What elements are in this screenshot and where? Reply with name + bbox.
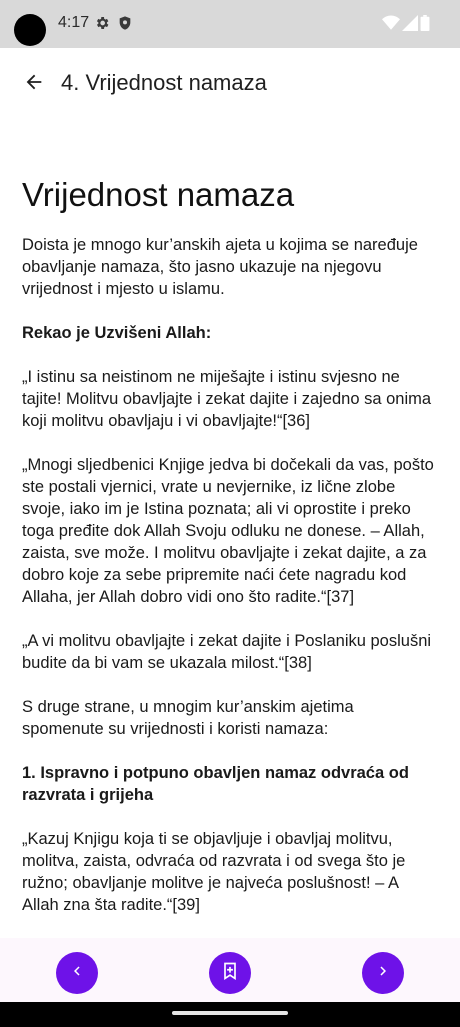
article-content [22,172,434,938]
previous-chapter-button[interactable] [56,952,98,994]
bookmark-add-icon [220,961,240,986]
paragraph: „Kazuj Knjigu koja ti se objavljuje i obavljaj molitvu, molitva, zaista, odvraća od razvrata i od svega što je ružno; obavljanje molitve je najveća poslušnost! – A Allah zna šta radite.“[39] [22,830,406,914]
paragraph-bold: Rekao je Uzvišeni Allah: [22,324,212,342]
paragraph-bold: 1. Ispravno i potpuno obavljen namaz odvraća od razvrata i grijeha [22,764,409,804]
back-button[interactable] [14,64,54,104]
home-handle[interactable] [172,1011,288,1015]
status-bar [0,0,460,48]
bookmark-button[interactable] [209,952,251,994]
bottom-navigation [0,938,460,1006]
arrow-left-icon [23,71,45,98]
article-heading: Vrijednost namaza [22,176,295,213]
paragraph: „I istinu sa neistinom ne miješajte i istinu svjesno ne tajite! Molitvu obavljajte i zekat dajite i zajedno sa onima koji molitvu obavljaju i vi obavljajte!“[36] [22,368,432,430]
camera-cutout [14,14,46,46]
app-bar [0,48,460,120]
signal-icon [402,15,418,36]
chevron-right-icon [374,962,392,985]
paragraph: „Mnogi sljedbenici Knjige jedva bi dočekali da vas, pošto ste postali vjernici, vrate u nevjernike, iz lične zlobe svoje, iako im je Istina poznata; ali vi oprostite i preko toga pređite dok Allah Svoju odluku ne donese. – Allah, zaista, sve može. I molitvu obavljajte i zekat dajite, a za dobro koje za sebe pripremite naći ćete nagradu kod Allaha, jer Allah dobro vidi ono što radite.“[37] [22,456,434,606]
gesture-navigation-bar [0,1002,460,1027]
status-icons [382,15,430,36]
next-chapter-button[interactable] [362,952,404,994]
paragraph: „A vi molitvu obavljajte i zekat dajite i Poslaniku poslušni budite da bi vam se ukazala milost.“[38] [22,632,432,672]
chevron-left-icon [68,962,86,985]
wifi-icon [382,15,400,36]
page-title: 4. Vrijednost namaza [61,70,267,95]
gear-icon [94,15,110,36]
paragraph: Doista je mnogo kur’anskih ajeta u kojima se naređuje obavljanje namaza, što jasno ukazuje na njegovu vrijednost i mjesto u islamu. [22,236,418,298]
battery-icon [420,15,430,36]
paragraph: S druge strane, u mnogim kur’anskim ajetima spomenute su vrijednosti i koristi namaza: [22,698,354,738]
status-time: 4:17 [58,14,90,31]
shield-icon [117,15,133,36]
